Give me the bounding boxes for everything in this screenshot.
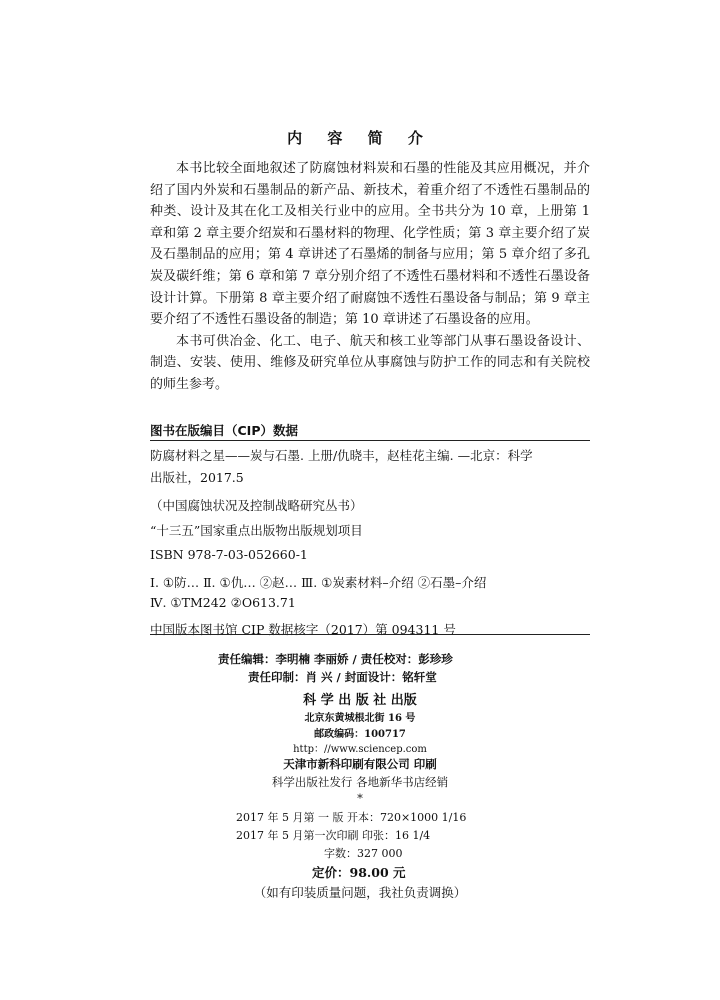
cip-line-publisher: 出版社，2017.5 — [150, 470, 244, 485]
cip-line-record-number: 中国版本图书馆 CIP 数据核字（2017）第 094311 号 — [150, 622, 456, 637]
cip-line-title: 防腐材料之星——炭与石墨. 上册/仇晓丰，赵桂花主编. —北京：科学 — [150, 448, 533, 463]
divider-top — [150, 440, 590, 441]
page-title: 内 容 简 介 — [287, 129, 433, 147]
cip-line-classification-2: Ⅳ. ①TM242 ②O613.71 — [150, 595, 296, 610]
cip-line-series: （中国腐蚀状况及控制战略研究丛书） — [150, 498, 363, 513]
postcode: 邮政编码：100717 — [314, 729, 406, 740]
responsible-editors: 责任编辑：李明楠 李丽娇 / 责任校对：彭珍珍 — [218, 652, 453, 666]
price: 定价：98.00 元 — [312, 865, 406, 880]
distributor: 科学出版社发行 各地新华书店经销 — [271, 775, 449, 789]
quality-notice: （如有印装质量问题，我社负责调换） — [253, 885, 467, 900]
word-count: 字数：327 000 — [324, 847, 403, 860]
publisher-address: 北京东黄城根北街 16 号 — [304, 713, 416, 724]
printer: 天津市新科印刷有限公司 印刷 — [283, 757, 437, 771]
edition-line-1: 2017 年 5 月第 一 版 开本：720×1000 1/16 — [236, 811, 467, 824]
edition-line-2: 2017 年 5 月第一次印刷 印张：16 1/4 — [236, 829, 431, 842]
summary-paragraph-1: 本书比较全面地叙述了防腐蚀材料炭和石墨的性能及其应用概况，并介绍了国内外炭和石墨制品的新产品、新技术，着重介绍了不透性石墨制品的种类、设计及其在化工及相关行业中的应用。全书共分为 10 章，上册第 1 章和第 2 章主要介绍炭和石墨材料的物理、化学性质；第 3 章主要介绍了炭及石墨制品的应用；第 4 章讲述了石墨烯的制备与应用；第 5 章介绍了多孔炭及碳纤维；第 6 章和第 7 章分别介绍了不透性石墨材料和不透性石墨设备设计计算。下册第 8 章主要介绍了耐腐蚀不透性石墨设备与制品；第 9 章主要介绍了不透性石墨设备的制造；第 10 章讲述了石墨设备的应用。 — [150, 161, 590, 328]
cip-line-project: “十三五”国家重点出版物出版规划项目 — [150, 523, 363, 538]
responsible-printing: 责任印制：肖 兴 / 封面设计：铭轩堂 — [248, 670, 437, 684]
cip-line-isbn: ISBN 978-7-03-052660-1 — [150, 547, 308, 562]
cip-line-classification-1: Ⅰ. ①防… Ⅱ. ①仇… ②赵… Ⅲ. ①炭素材料–介绍 ②石墨–介绍 — [150, 575, 487, 590]
separator-star: * — [357, 791, 363, 805]
divider-bottom — [150, 634, 590, 635]
cip-heading: 图书在版编目（CIP）数据 — [150, 423, 298, 438]
website: http：//www.sciencep.com — [293, 744, 427, 755]
summary-paragraph-2: 本书可供冶金、化工、电子、航天和核工业等部门从事石墨设备设计、制造、安装、使用、维修及研究单位从事腐蚀与防护工作的同志和有关院校的师生参考。 — [150, 333, 590, 392]
content-summary — [150, 158, 590, 396]
publisher-name: 科 学 出 版 社 出版 — [303, 693, 417, 708]
